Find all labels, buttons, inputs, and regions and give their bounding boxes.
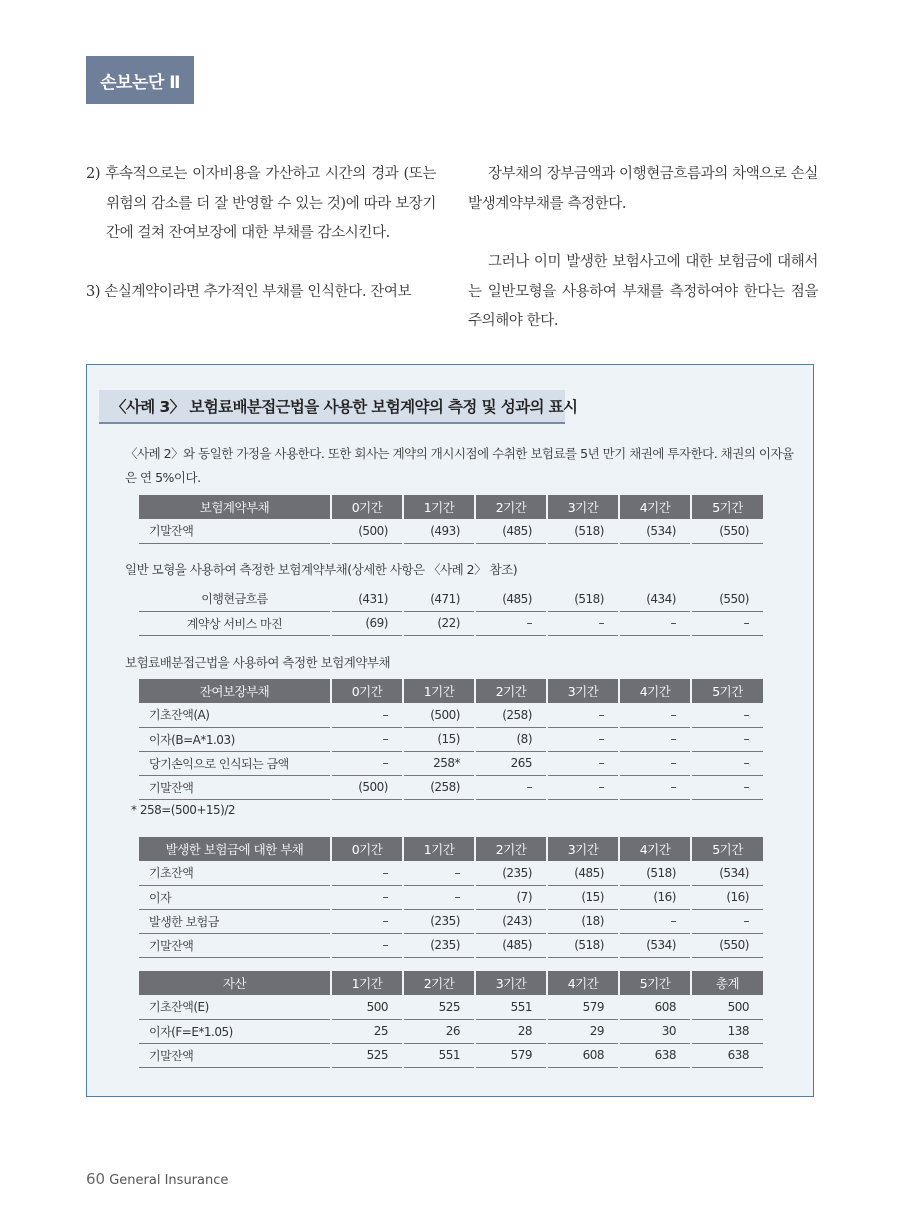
table-row (139, 519, 763, 543)
table-cell: (434) (619, 587, 691, 611)
table-cell: (16) (691, 885, 763, 909)
table-cell: (431) (331, 587, 403, 611)
table-cell: (235) (475, 861, 547, 885)
table-cell: – (619, 611, 691, 635)
table-cell: – (547, 703, 619, 727)
table-cell: (471) (403, 587, 475, 611)
column-header: 총계 (691, 971, 763, 995)
table-cell: 525 (403, 995, 475, 1019)
table-cell: 579 (475, 1043, 547, 1067)
table-cell: 500 (331, 995, 403, 1019)
row-label: 당기손익으로 인식되는 금액 (139, 751, 331, 775)
body-paragraph: 그러나 이미 발생한 보험사고에 대한 보험금에 대해서는 일반모형을 사용하여 부채를 측정하여야 한다는 점을 주의해야 한다. (468, 254, 818, 329)
table-cell: 608 (547, 1043, 619, 1067)
table-cell: (16) (619, 885, 691, 909)
table-cell: (258) (403, 775, 475, 799)
table-cell: 28 (475, 1019, 547, 1043)
column-header: 5기간 (691, 837, 763, 861)
insurance-liability-table (139, 495, 763, 544)
table-cell: – (403, 861, 475, 885)
table-cell: 525 (331, 1043, 403, 1067)
table-cell: – (331, 727, 403, 751)
table-cell: 26 (403, 1019, 475, 1043)
table-cell: – (475, 611, 547, 635)
table-cell: 258* (403, 751, 475, 775)
page-footer (86, 1170, 228, 1188)
column-header: 5기간 (619, 971, 691, 995)
table-header-row (139, 837, 763, 861)
table-row (139, 933, 763, 957)
table-cell: 579 (547, 995, 619, 1019)
table-header-row (139, 495, 763, 519)
table-cell: – (331, 909, 403, 933)
table-cell: (518) (619, 861, 691, 885)
table-cell: (235) (403, 909, 475, 933)
table-cell: (500) (403, 703, 475, 727)
table-cell: 138 (691, 1019, 763, 1043)
table-cell: (15) (403, 727, 475, 751)
table-cell: 30 (619, 1019, 691, 1043)
table-cell: – (331, 751, 403, 775)
table-cell: – (619, 703, 691, 727)
column-header: 2기간 (475, 679, 547, 703)
column-header: 4기간 (619, 679, 691, 703)
table-cell: 500 (691, 995, 763, 1019)
table-cell: 608 (619, 995, 691, 1019)
table-cell: – (331, 703, 403, 727)
column-header: 0기간 (331, 495, 403, 519)
column-header: 3기간 (475, 971, 547, 995)
column-header: 2기간 (403, 971, 475, 995)
table-cell: 29 (547, 1019, 619, 1043)
table-cell: (235) (403, 933, 475, 957)
table-cell: – (331, 861, 403, 885)
body-paragraph: 2) 후속적으로는 이자비용을 가산하고 시간의 경과 (또는 위험의 감소를 더 잘 반영할 수 있는 것)에 따라 보장기간에 걸쳐 잔여보장에 대한 부채를 감소시킨다. (86, 166, 436, 241)
table-row (139, 1019, 763, 1043)
column-header: 4기간 (547, 971, 619, 995)
table-cell: – (691, 775, 763, 799)
row-label: 이행현금흐름 (139, 587, 331, 611)
table-cell: (22) (403, 611, 475, 635)
row-label: 발생한 보험금 (139, 909, 331, 933)
column-header: 1기간 (403, 837, 475, 861)
table-cell: 25 (331, 1019, 403, 1043)
table-cell: – (547, 775, 619, 799)
section-label-general-model: 일반 모형을 사용하여 측정한 보험계약부채(상세한 사항은 〈사례 2〉 참조) (125, 562, 518, 577)
table-cell: – (547, 727, 619, 751)
remaining-coverage-table (139, 679, 763, 800)
row-label: 이자(B=A*1.03) (139, 727, 331, 751)
table-cell: (18) (547, 909, 619, 933)
body-column-right (468, 160, 818, 337)
case-title: 〈사례 3〉 보험료배분접근법을 사용한 보험계약의 측정 및 성과의 표시 (99, 390, 565, 424)
column-header: 잔여보장부채 (139, 679, 331, 703)
table-cell: (550) (691, 587, 763, 611)
table-cell: (518) (547, 933, 619, 957)
table-header-row (139, 971, 763, 995)
table-cell: (534) (691, 861, 763, 885)
table-row (139, 861, 763, 885)
column-header: 2기간 (475, 495, 547, 519)
column-header: 발생한 보험금에 대한 부채 (139, 837, 331, 861)
table-cell: (518) (547, 519, 619, 543)
table-cell: (69) (331, 611, 403, 635)
table-row (139, 995, 763, 1019)
column-header: 3기간 (547, 679, 619, 703)
table-cell: (550) (691, 933, 763, 957)
row-label: 이자 (139, 885, 331, 909)
body-column-left (86, 160, 436, 307)
column-header: 1기간 (403, 495, 475, 519)
table-cell: – (691, 727, 763, 751)
table-row (139, 751, 763, 775)
row-label: 이자(F=E*1.05) (139, 1019, 331, 1043)
column-header: 자산 (139, 971, 331, 995)
table-cell: – (691, 703, 763, 727)
table-cell: 551 (403, 1043, 475, 1067)
table-cell: (534) (619, 933, 691, 957)
incurred-claims-table (139, 837, 763, 958)
table-cell: – (331, 933, 403, 957)
table-cell: (485) (475, 587, 547, 611)
case-intro: 〈사례 2〉와 동일한 가정을 사용한다. 또한 회사는 계약의 개시시점에 수취한 보험료를 5년 만기 채권에 투자한다. 채권의 이자율은 연 5%이다. (125, 446, 794, 485)
table-cell: 551 (475, 995, 547, 1019)
table-row (139, 885, 763, 909)
table-cell: – (619, 775, 691, 799)
table-cell: (8) (475, 727, 547, 751)
row-label: 기초잔액(A) (139, 703, 331, 727)
column-header: 1기간 (331, 971, 403, 995)
table-row (139, 611, 763, 635)
publication-name: General Insurance (109, 1173, 229, 1188)
row-label: 기말잔액 (139, 933, 331, 957)
row-label: 기말잔액 (139, 519, 331, 543)
column-header: 3기간 (547, 495, 619, 519)
table-cell: (243) (475, 909, 547, 933)
row-label: 기초잔액(E) (139, 995, 331, 1019)
table-cell: – (403, 885, 475, 909)
table-row (139, 587, 763, 611)
body-paragraph: 장부채의 장부금액과 이행현금흐름과의 차액으로 손실발생계약부채를 측정한다. (468, 166, 818, 212)
column-header: 4기간 (619, 495, 691, 519)
table-cell: – (619, 727, 691, 751)
column-header: 보험계약부채 (139, 495, 331, 519)
table-cell: (15) (547, 885, 619, 909)
case-study-box (86, 364, 814, 1097)
table-cell: – (475, 775, 547, 799)
body-paragraph: 3) 손실계약이라면 추가적인 부채를 인식한다. 잔여보 (86, 283, 412, 300)
table-cell: (500) (331, 519, 403, 543)
column-header: 5기간 (691, 679, 763, 703)
table-cell: (493) (403, 519, 475, 543)
table-cell: (7) (475, 885, 547, 909)
table-row (139, 703, 763, 727)
footnote: * 258=(500+15)/2 (131, 803, 236, 817)
table-cell: (485) (547, 861, 619, 885)
row-label: 기초잔액 (139, 861, 331, 885)
table-cell: 638 (691, 1043, 763, 1067)
table-cell: – (619, 909, 691, 933)
row-label: 계약상 서비스 마진 (139, 611, 331, 635)
table-cell: – (547, 751, 619, 775)
column-header: 0기간 (331, 837, 403, 861)
column-header: 1기간 (403, 679, 475, 703)
table-cell: (485) (475, 933, 547, 957)
table-header-row (139, 679, 763, 703)
table-cell: – (691, 611, 763, 635)
table-row (139, 1043, 763, 1067)
table-cell: (258) (475, 703, 547, 727)
table-cell: (518) (547, 587, 619, 611)
table-cell: – (331, 885, 403, 909)
table-cell: – (691, 751, 763, 775)
table-row (139, 909, 763, 933)
table-cell: 265 (475, 751, 547, 775)
column-header: 0기간 (331, 679, 403, 703)
table-cell: – (547, 611, 619, 635)
section-badge: 손보논단 Ⅱ (86, 56, 194, 104)
table-cell: (550) (691, 519, 763, 543)
general-model-table (139, 587, 763, 636)
table-cell: – (619, 751, 691, 775)
table-cell: – (691, 909, 763, 933)
page-number: 60 (86, 1170, 106, 1188)
row-label: 기말잔액 (139, 1043, 331, 1067)
table-cell: 638 (619, 1043, 691, 1067)
row-label: 기말잔액 (139, 775, 331, 799)
column-header: 3기간 (547, 837, 619, 861)
table-row (139, 727, 763, 751)
column-header: 2기간 (475, 837, 547, 861)
table-row (139, 775, 763, 799)
table-cell: (485) (475, 519, 547, 543)
assets-table (139, 971, 763, 1068)
section-label-paa: 보험료배분접근법을 사용하여 측정한 보험계약부채 (125, 655, 391, 670)
column-header: 5기간 (691, 495, 763, 519)
column-header: 4기간 (619, 837, 691, 861)
table-cell: (500) (331, 775, 403, 799)
table-cell: (534) (619, 519, 691, 543)
